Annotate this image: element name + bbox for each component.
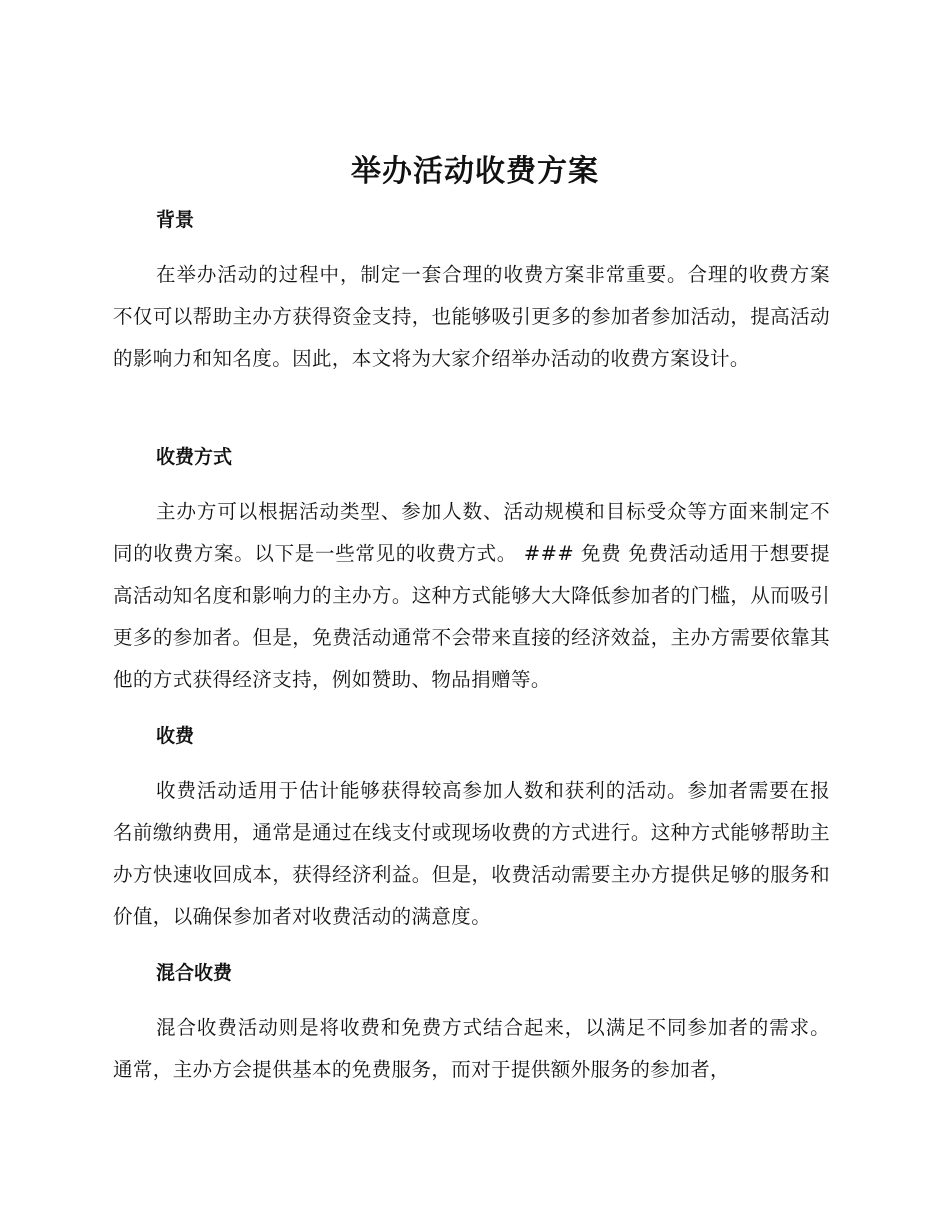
section-heading: 背景 — [156, 209, 195, 231]
document-title: 举办活动收费方案 — [351, 154, 599, 189]
section-charging-methods — [113, 443, 830, 701]
section-background — [113, 206, 830, 380]
section-paragraph: 收费活动适用于估计能够获得较高参加人数和获利的活动。参加者需要在报名前缴纳费用，通常是通过在线支付或现场收费的方式进行。这种方式能够帮助主办方快速收回成本，获得经济利益。但是，收费活动需要主办方提供足够的服务和价值，以确保参加者对收费活动的满意度。 — [113, 779, 830, 928]
section-heading: 混合收费 — [156, 962, 233, 984]
section-paragraph: 在举办活动的过程中，制定一套合理的收费方案非常重要。合理的收费方案不仅可以帮助主办方获得资金支持，也能够吸引更多的参加者参加活动，提高活动的影响力和知名度。因此，本文将为大家介绍举办活动的收费方案设计。 — [113, 263, 830, 370]
section-paragraph: 混合收费活动则是将收费和免费方式结合起来，以满足不同参加者的需求。通常，主办方会提供基本的免费服务，而对于提供额外服务的参加者， — [113, 1016, 830, 1081]
section-mixed — [113, 959, 830, 1091]
section-paid — [113, 722, 830, 938]
section-paragraph: 主办方可以根据活动类型、参加人数、活动规模和目标受众等方面来制定不同的收费方案。以下是一些常见的收费方式。 ### 免费 免费活动适用于想要提高活动知名度和影响力的主办方。这种方式能够大大降低参加者的门槛，从而吸引更多的参加者。但是，免费活动通常不会带来直接的经济效益，主办方需要依靠其他的方式获得经济支持，例如赞助、物品捐赠等。 — [113, 500, 830, 691]
section-heading: 收费方式 — [156, 446, 233, 468]
section-heading: 收费 — [156, 725, 195, 747]
